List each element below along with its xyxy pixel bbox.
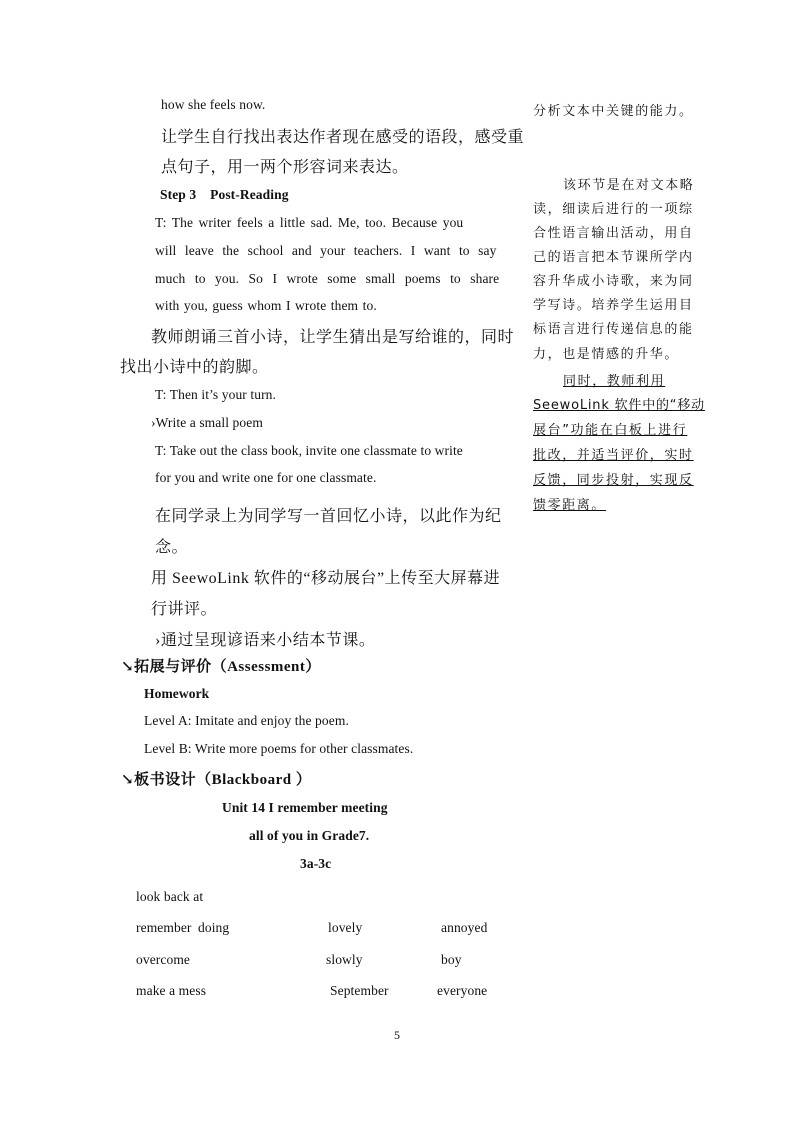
text-line: 教师朗诵三首小诗，让学生猜出是写给谁的，同时: [151, 329, 515, 346]
sidebar-line: 合性语言输出活动，用自: [533, 226, 694, 241]
sidebar-line: 己的语言把本节课所学内: [533, 250, 694, 265]
homework-heading: Homework: [144, 686, 210, 701]
sidebar-line-underlined: 批改，并适当评价，实时: [533, 448, 694, 463]
text-line: how she feels now.: [161, 97, 266, 112]
text-line: 行讲评。: [151, 601, 218, 618]
board-word: lovely: [328, 920, 363, 935]
section-heading: ↘板书设计（Blackboard ）: [121, 772, 312, 788]
step-heading: Step 3 Post-Reading: [160, 187, 289, 202]
board-word: September: [330, 983, 389, 998]
sidebar-line: 容升华成小诗歌，来为同: [533, 274, 694, 289]
board-word: make a mess: [136, 983, 207, 998]
blackboard-title: all of you in Grade7.: [249, 828, 370, 843]
text-line: ›Write a small poem: [151, 415, 263, 430]
board-word: remember doing: [136, 920, 230, 935]
text-line: T: Take out the class book, invite one classmate to write: [155, 443, 463, 458]
sidebar-line: 该环节是在对文本略: [563, 178, 695, 193]
section-heading: ↘拓展与评价（Assessment）: [121, 659, 321, 675]
sidebar-line-underlined: 馈零距离。: [533, 498, 607, 513]
sidebar-line: 学写诗。培养学生运用目: [533, 298, 694, 313]
text-line: 点句子，用一两个形容词来表达。: [161, 159, 409, 176]
sidebar-line: 标语言进行传递信息的能: [533, 322, 694, 337]
blackboard-subtitle: 3a-3c: [300, 856, 332, 871]
sidebar-line-underlined: 同时，教师利用: [563, 374, 666, 389]
sidebar-line-underlined: SeewoLink 软件中的“移动: [533, 398, 705, 413]
text-line: T: Then it’s your turn.: [155, 387, 276, 402]
text-line: for you and write one for one classmate.: [155, 470, 377, 485]
text-line: much to you. So I wrote some small poems to share: [155, 271, 500, 286]
text-line: 让学生自行找出表达作者现在感受的语段，感受重: [161, 129, 525, 146]
board-word: annoyed: [441, 920, 488, 935]
blackboard-title: Unit 14 I remember meeting: [222, 800, 388, 815]
text-line: 在同学录上为同学写一首回忆小诗，以此作为纪: [155, 508, 502, 525]
text-line: with you, guess whom I wrote them to.: [155, 298, 377, 313]
board-word: overcome: [136, 952, 191, 967]
sidebar-line-underlined: 展台”功能在白板上进行: [533, 423, 688, 438]
text-line: Level A: Imitate and enjoy the poem.: [144, 713, 349, 728]
text-line: T: The writer feels a little sad. Me, too. Because you: [155, 215, 464, 230]
page-number: 5: [394, 1028, 400, 1042]
board-word: everyone: [437, 983, 488, 998]
text-line: 念。: [155, 539, 189, 556]
sidebar-line-underlined: 反馈，同步投射，实现反: [533, 473, 694, 488]
text-line: will leave the school and your teachers. I want to say: [155, 243, 497, 258]
sidebar-line: 读，细读后进行的一项综: [533, 202, 694, 217]
board-word: boy: [441, 952, 462, 967]
sidebar-line: 分析文本中关键的能力。: [533, 104, 694, 119]
board-word: slowly: [326, 952, 363, 967]
text-line: 找出小诗中的韵脚。: [120, 359, 269, 376]
text-line: Level B: Write more poems for other classmates.: [144, 741, 414, 756]
sidebar-line: 力，也是情感的升华。: [533, 347, 680, 362]
board-word: look back at: [136, 889, 204, 904]
text-line: ›通过呈现谚语来小结本节课。: [155, 632, 376, 649]
text-line: 用 SeewoLink 软件的“移动展台”上传至大屏幕进: [151, 570, 501, 587]
